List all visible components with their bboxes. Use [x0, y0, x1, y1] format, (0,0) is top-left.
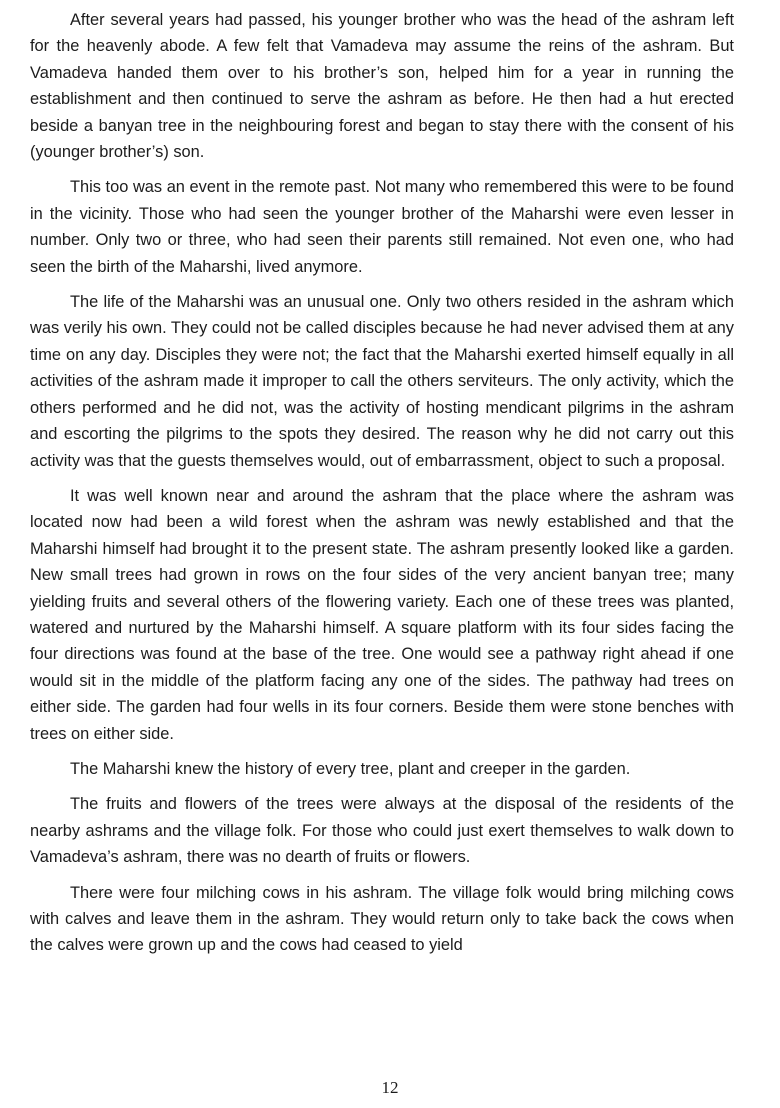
paragraph-tree-history: The Maharshi knew the history of every tree, plant and creeper in the garden.: [70, 759, 631, 778]
paragraph-fruits-flowers: The fruits and flowers of the trees were always at the disposal of the residents of the nearby ashrams and the village folk. For those who could just exert themselves to walk down to Vamadeva’s ashram, there was no dearth of fruits or flowers.: [30, 795, 734, 867]
paragraph-brother-passed: After several years had passed, his younger brother who was the head of the ashram left for the heavenly abode. A few felt that Vamadeva may assume the reins of the ashram. But Vamadeva handed them over to his brother’s son, helped him for a year in running the establishment and then continued to serve the ashram as before. He then had a hut erected beside a banyan tree in the neighbouring forest and began to stay there with the consent of his (younger brother’s) son.: [30, 11, 734, 162]
paragraph-ashram-garden: It was well known near and around the ashram that the place where the ashram was located now had been a wild forest when the ashram was newly established and that the Maharshi himself had brought it to the present state. The ashram presently looked like a garden. New small trees had grown in rows on the four sides of the very ancient banyan tree; many yielding fruits and several others of the flowering variety. Each one of these trees was planted, watered and nurtured by the Maharshi himself. A square platform with its four sides facing the four directions was found at the base of the tree. One would see a pathway right ahead if one would sit in the middle of the platform facing any one of the sides. The pathway had trees on either side. The garden had four wells in its four corners. Beside them were stone benches with trees on either side.: [30, 486, 734, 743]
paragraph-remote-past: This too was an event in the remote past. Not many who remembered this were to be found in the vicinity. Those who had seen the younger brother of the Maharshi were even lesser in number. Only two or three, who had seen their parents still remained. Not even one, who had seen the birth of the Maharshi, lived anymore.: [30, 178, 734, 276]
page-number: 12: [381, 1078, 399, 1097]
page-body: [30, 7, 734, 968]
paragraph-maharshi-life: The life of the Maharshi was an unusual one. Only two others resided in the ashram which was verily his own. They could not be called disciples because he had never advised them at any time on any day. Disciples they were not; the fact that the Maharshi exerted himself equally in all activities of the ashram made it improper to call the others serviteurs. The only activity, which the others performed and he did not, was the activity of hosting mendicant pilgrims in the ashram and escorting the pilgrims to the spots they desired. The reason why he did not carry out this activity was that the guests themselves would, out of embarrassment, object to such a proposal.: [30, 293, 734, 470]
paragraph-milching-cows: There were four milching cows in his ashram. The village folk would bring milching cows with calves and leave them in the ashram. They would return only to take back the cows when the calves were grown up and the cows had ceased to yield: [30, 883, 734, 955]
